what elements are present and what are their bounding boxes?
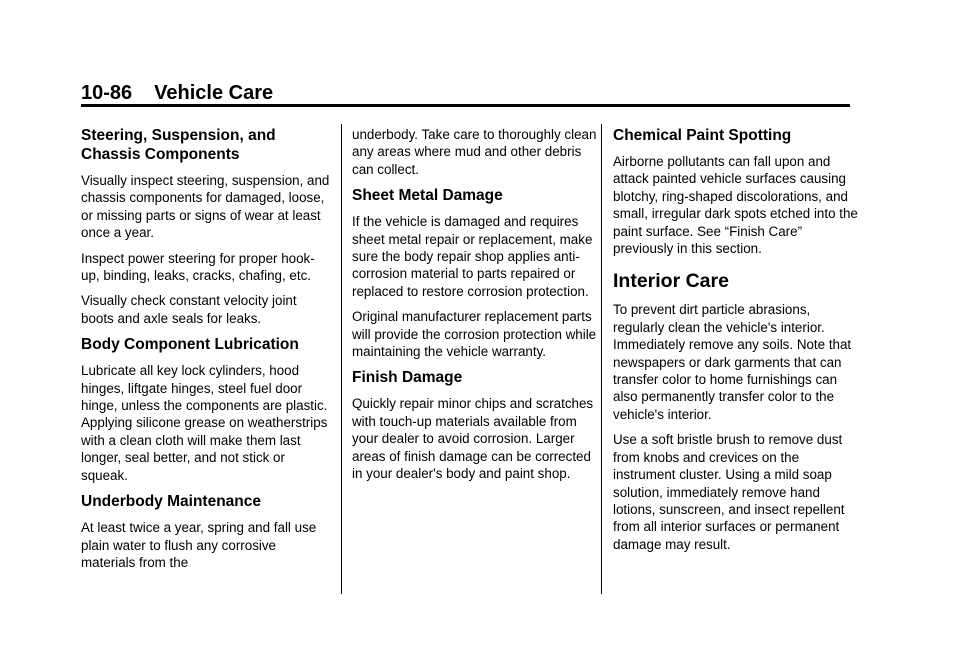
section-chemical-paint-spotting (613, 126, 865, 257)
paragraph: Visually inspect steering, suspension, and chassis components for damaged, loose, or missing parts or signs of wear at least once a year. (81, 173, 330, 241)
paragraph: Original manufacturer replacement parts will provide the corrosion protection while maintaining the vehicle warranty. (352, 309, 597, 360)
paragraph: Lubricate all key lock cylinders, hood hinges, liftgate hinges, steel fuel door hinge, unless the components are plastic. Applying silicone grease on weatherstrips with a clean cloth will make them last longer, seal better, and not stick or squeak. (81, 363, 328, 483)
header-rule (81, 104, 850, 107)
section-heading: Finish Damage (352, 369, 463, 387)
page-number: 10-86 (81, 82, 133, 104)
paragraph: Use a soft bristle brush to remove dust from knobs and crevices on the instrument cluster. Using a mild soap solution, immediately remove hand lotions, sunscreen, and insect repellent from all interior surfaces or permanent damage may result. (613, 432, 845, 552)
section-title: Vehicle Care (154, 82, 274, 104)
section-underbody-continued (352, 126, 604, 178)
section-underbody-maintenance (81, 492, 333, 571)
column-divider (341, 124, 342, 594)
section-heading: Sheet Metal Damage (352, 187, 503, 205)
section-steering-suspension (81, 126, 333, 327)
column-1 (81, 126, 333, 579)
section-finish-damage (352, 368, 604, 482)
paragraph: To prevent dirt particle abrasions, regularly clean the vehicle's interior. Immediately remove any soils. Note that newspapers or dark garments that can transfer color to home furnishings can also permanently transfer color to the vehicle's interior. (613, 302, 852, 422)
column-3 (613, 126, 865, 561)
paragraph: underbody. Take care to thoroughly clean any areas where mud and other debris can collect. (352, 127, 597, 177)
section-heading: Underbody Maintenance (81, 493, 261, 511)
paragraph: At least twice a year, spring and fall use plain water to flush any corrosive materials from the (81, 520, 317, 570)
section-heading: Steering, Suspension, and Chassis Components (81, 127, 276, 163)
major-heading: Interior Care (613, 270, 729, 293)
section-interior-care (613, 269, 865, 553)
column-2 (352, 126, 604, 491)
section-body-lubrication (81, 335, 333, 484)
section-heading: Chemical Paint Spotting (613, 127, 792, 144)
section-sheet-metal-damage (352, 186, 604, 360)
paragraph: Inspect power steering for proper hook-up, binding, leaks, cracks, chafing, etc. (81, 250, 315, 284)
paragraph: Quickly repair minor chips and scratches with touch-up materials available from your dealer to avoid corrosion. Larger areas of finish damage can be corrected in your dealer's body and paint shop. (352, 396, 594, 482)
paragraph: Airborne pollutants can fall upon and attack painted vehicle surfaces causing blotchy, ring-shaped discolorations, and small, irregular dark spots etched into the paint surface. See “Finish Care” previously in this section. (613, 154, 858, 257)
page-header (81, 80, 273, 106)
paragraph: If the vehicle is damaged and requires sheet metal repair or replacement, make sure the body repair shop applies anti-corrosion material to parts repaired or replaced to restore corrosion protection. (352, 214, 593, 299)
section-heading: Body Component Lubrication (81, 336, 299, 354)
paragraph: Visually check constant velocity joint boots and axle seals for leaks. (81, 293, 297, 326)
